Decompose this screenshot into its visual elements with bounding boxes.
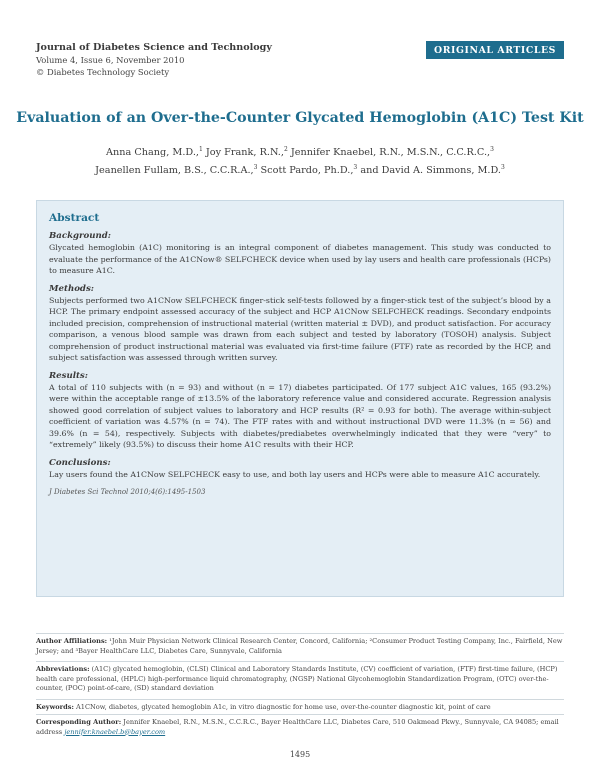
journal-header (36, 42, 272, 78)
article-type-badge: ORIGINAL ARTICLES (426, 41, 564, 59)
results-heading: Results: (49, 370, 88, 381)
author: Scott Pardo, Ph.D.,$^3$ (260, 164, 358, 177)
author-list (0, 142, 600, 178)
footer-divider (36, 633, 564, 634)
email-link[interactable]: jennifer.knaebel.b@bayer.com (64, 727, 166, 736)
footer-divider (36, 661, 564, 662)
keywords-label: Keywords: (36, 703, 74, 711)
results-text: A total of 110 subjects with (n = 93) and without (n = 17) diabetes participated. Of 177 subject A1C values, 165 (93.2%) were within the acceptable range of ±13.5% of the laboratory reference value and considered accurate. Regression analysis showed good correlation of subject values to laboratory and HCP results (R² = 0.93 for both). The average within-subject coefficient of variation was 4.57% (n = 74). The FTF rates with and without instructional DVD were 11.3% (n = 56) and 39.6% (n = 54), respectively. Subjects with diabetes/prediabetes overwhelmingly indicated that they were “very” to “extremely” likely (93.5%) to discuss their home A1C results with their HCP. (49, 382, 551, 449)
corresponding-text: Jennifer Knaebel, R.N., M.S.N., C.C.R.C., Bayer HealthCare LLC, Diabetes Care, 510 Oakmead Pkwy., Sunnyvale, CA 94085; email address (36, 718, 559, 736)
abbreviations (36, 665, 564, 694)
abbreviations-text: (A1C) glycated hemoglobin, (CLSI) Clinical and Laboratory Standards Institute, (CV) coefficient of variation, (FTF) first-time failure, (HCP) health care professional, (HPLC) high-performance liquid chromatography, (NGSP) National Glycohemoglobin Standardization Program, (OTC) over-the-counter, (POC) point-of-care, (SD) standard deviation (36, 665, 558, 693)
background-text: Glycated hemoglobin (A1C) monitoring is an integral component of diabetes management. This study was conducted to evaluate the performance of the A1CNow® SELFCHECK device when used by lay users and health care professionals (HCPs) to measure A1C. (49, 243, 551, 275)
author-affiliations (36, 637, 564, 656)
conclusions-heading: Conclusions: (49, 457, 111, 468)
page-number: 1495 (289, 750, 311, 759)
corresponding-author (36, 718, 564, 737)
article-title: Evaluation of an Over-the-Counter Glycated Hemoglobin (A1C) Test Kit (16, 110, 584, 126)
abstract-box (36, 200, 564, 597)
abstract-heading: Abstract (49, 212, 100, 224)
journal-copyright: © Diabetes Technology Society (36, 67, 170, 77)
author: Jennifer Knaebel, R.N., M.S.N., C.C.R.C.,$^3$ (290, 146, 494, 159)
footer-divider (36, 714, 564, 715)
author: and David A. Simmons, M.D.$^3$ (360, 164, 505, 177)
methods-text: Subjects performed two A1CNow SELFCHECK finger-stick self-tests followed by a finger-stick test of the subject’s blood by a HCP. The primary endpoint assessed accuracy of the subject and HCP A1CNow SELFCHECK readings. Secondary endpoints included precision, comprehension of instructional material (written material ± DVD), and product satisfaction. For accuracy comparison, a venous blood sample was drawn from each subject and tested by laboratory (TOSOH) analysis. Subject comprehension of product instructional material was evaluated via first-time failure (FTF) rate as recorded by the HCP, and subject satisfaction was assessed through written survey. (49, 295, 551, 362)
keywords (36, 703, 564, 713)
abbreviations-label: Abbreviations: (36, 665, 90, 673)
journal-volume: Volume 4, Issue 6, November 2010 (36, 55, 185, 65)
corresponding-label: Corresponding Author: (36, 718, 122, 726)
affiliations-label: Author Affiliations: (36, 637, 108, 645)
author: Jeanellen Fullam, B.S., C.C.R.A.,$^3$ (95, 164, 258, 177)
keywords-text: A1CNow, diabetes, glycated hemoglobin A1c, in vitro diagnostic for home use, over-the-counter diagnostic kit, point of care (76, 703, 491, 711)
citation: J Diabetes Sci Technol 2010;4(6):1495-1503 (49, 488, 206, 496)
methods-heading: Methods: (49, 283, 94, 294)
background-heading: Background: (49, 231, 111, 241)
journal-name: Journal of Diabetes Science and Technology (36, 42, 272, 53)
footer-divider (36, 699, 564, 700)
author: Anna Chang, M.D.,$^1$ (106, 146, 203, 159)
conclusions-text: Lay users found the A1CNow SELFCHECK easy to use, and both lay users and HCPs were able to measure A1C accurately. (49, 469, 541, 479)
author: Joy Frank, R.N.,$^2$ (205, 146, 288, 159)
affiliations-text: ¹John Muir Physician Network Clinical Research Center, Concord, California; ²Consumer Product Testing Company, Inc., Fairfield, New Jersey; and ³Bayer HealthCare LLC, Diabetes Care, Sunnyvale, California (36, 637, 563, 655)
